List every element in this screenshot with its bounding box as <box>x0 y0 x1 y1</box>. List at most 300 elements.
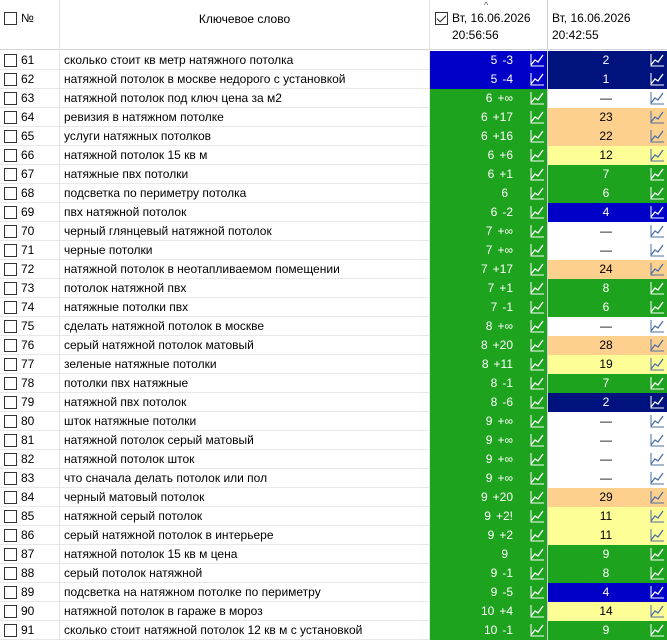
position-cell-date2 <box>548 70 667 89</box>
position-cell-date1 <box>430 241 548 260</box>
table-row[interactable] <box>0 450 667 469</box>
position-cell-date1 <box>430 355 548 374</box>
table-row[interactable] <box>0 51 667 70</box>
position-date1 <box>488 148 513 162</box>
position-date2-value: — <box>600 433 612 447</box>
position-cell-date2 <box>548 621 667 640</box>
chart-icon[interactable] <box>650 357 665 371</box>
position-date1 <box>486 433 513 447</box>
chart-icon[interactable] <box>530 547 545 561</box>
chart-icon[interactable] <box>530 262 545 276</box>
chart-icon[interactable] <box>530 376 545 390</box>
position-cell-date2 <box>548 241 667 260</box>
position-date2-value: 2 <box>602 395 610 409</box>
row-number: 75 <box>21 319 35 333</box>
header-date1-time: 20:56:56 <box>452 28 499 42</box>
position-date1 <box>501 547 513 561</box>
keyword-cell: зеленые натяжные потолки <box>60 355 430 374</box>
table-row[interactable] <box>0 374 667 393</box>
keyword-cell: натяжной пвх потолок <box>60 393 430 412</box>
chart-icon[interactable] <box>530 243 545 257</box>
row-checkbox[interactable] <box>4 111 17 124</box>
row-number: 77 <box>21 357 35 371</box>
row-checkbox[interactable] <box>4 73 17 86</box>
position-cell-date1 <box>430 412 548 431</box>
row-checkbox[interactable] <box>4 225 17 238</box>
position-cell-date1 <box>430 621 548 640</box>
table-row[interactable] <box>0 279 667 298</box>
row-checkbox[interactable] <box>4 168 17 181</box>
table-row[interactable] <box>0 146 667 165</box>
date1-checkbox[interactable] <box>435 12 448 25</box>
chart-icon[interactable] <box>650 300 665 314</box>
table-row[interactable] <box>0 564 667 583</box>
position-cell-date2 <box>548 127 667 146</box>
chart-icon[interactable] <box>650 509 665 523</box>
position-cell-date1 <box>430 469 548 488</box>
position-cell-date2 <box>548 108 667 127</box>
header-keyword-label: Ключевое слово <box>198 12 291 26</box>
table-row[interactable] <box>0 203 667 222</box>
row-num-cell <box>0 298 60 317</box>
row-number: 79 <box>21 395 35 409</box>
chart-icon[interactable] <box>650 262 665 276</box>
position-date2-value: — <box>600 471 612 485</box>
chart-icon[interactable] <box>530 433 545 447</box>
keyword-cell: черный глянцевый натяжной потолок <box>60 222 430 241</box>
row-number: 86 <box>21 528 35 542</box>
keyword-cell: натяжные потолки пвх <box>60 298 430 317</box>
keyword-cell: услуги натяжных потолков <box>60 127 430 146</box>
table-row[interactable] <box>0 412 667 431</box>
position-cell-date2 <box>548 355 667 374</box>
row-checkbox[interactable] <box>4 434 17 447</box>
position-date1-value: 8 <box>485 319 493 333</box>
position-date1 <box>481 262 513 276</box>
row-checkbox[interactable] <box>4 567 17 580</box>
position-date1-value: 6 <box>485 91 493 105</box>
chart-icon[interactable] <box>650 205 665 219</box>
position-date2-value: 9 <box>602 547 610 561</box>
position-date2-value: — <box>600 452 612 466</box>
chart-icon[interactable] <box>650 452 665 466</box>
row-checkbox[interactable] <box>4 605 17 618</box>
chart-icon[interactable] <box>530 604 545 618</box>
keyword-cell: сколько стоит натяжной потолок 12 кв м с установкой <box>60 621 430 640</box>
chart-icon[interactable] <box>530 300 545 314</box>
row-checkbox[interactable] <box>4 377 17 390</box>
row-num-cell <box>0 89 60 108</box>
keyword-cell: серый натяжной потолок в интерьере <box>60 526 430 545</box>
position-date1-value: 10 <box>480 604 495 618</box>
position-cell-date2 <box>548 317 667 336</box>
chart-icon[interactable] <box>530 357 545 371</box>
position-change: +∞ <box>497 452 513 466</box>
position-date1 <box>486 91 513 105</box>
chart-icon[interactable] <box>650 319 665 333</box>
row-num-cell <box>0 260 60 279</box>
table-row[interactable] <box>0 108 667 127</box>
position-date1-value: 8 <box>481 357 489 371</box>
table-row[interactable] <box>0 165 667 184</box>
keyword-cell: шток натяжные потолки <box>60 412 430 431</box>
position-cell-date1 <box>430 222 548 241</box>
position-change: +∞ <box>497 471 513 485</box>
header-date2-date: Вт, 16.06.2026 <box>552 11 631 25</box>
position-date1 <box>481 110 513 124</box>
position-date1 <box>491 53 513 67</box>
table-row[interactable] <box>0 431 667 450</box>
position-cell-date1 <box>430 602 548 621</box>
position-cell-date1 <box>430 70 548 89</box>
row-checkbox[interactable] <box>4 130 17 143</box>
chart-icon[interactable] <box>650 91 665 105</box>
row-num-cell <box>0 469 60 488</box>
position-change: +1 <box>499 167 513 181</box>
chart-icon[interactable] <box>650 376 665 390</box>
position-cell-date1 <box>430 165 548 184</box>
row-num-cell <box>0 51 60 70</box>
position-cell-date1 <box>430 564 548 583</box>
chart-icon[interactable] <box>650 167 665 181</box>
row-num-cell <box>0 184 60 203</box>
position-cell-date2 <box>548 260 667 279</box>
row-checkbox[interactable] <box>4 548 17 561</box>
chart-icon[interactable] <box>650 338 665 352</box>
table-row[interactable] <box>0 488 667 507</box>
position-cell-date2 <box>548 412 667 431</box>
table-row[interactable] <box>0 393 667 412</box>
position-cell-date2 <box>548 469 667 488</box>
row-number: 62 <box>21 72 35 86</box>
chart-icon[interactable] <box>650 129 665 143</box>
position-cell-date2 <box>548 146 667 165</box>
grid-rows <box>0 51 667 640</box>
keyword-cell: что сначала делать потолок или пол <box>60 469 430 488</box>
chart-icon[interactable] <box>650 110 665 124</box>
chart-icon[interactable] <box>530 110 545 124</box>
position-date1 <box>484 509 513 523</box>
row-checkbox[interactable] <box>4 339 17 352</box>
table-row[interactable] <box>0 184 667 203</box>
chart-icon[interactable] <box>650 395 665 409</box>
chart-icon[interactable] <box>650 490 665 504</box>
table-row[interactable] <box>0 127 667 146</box>
position-date1 <box>491 300 513 314</box>
header-num-cell[interactable] <box>0 0 60 50</box>
row-num-cell <box>0 393 60 412</box>
position-change: +2 <box>499 528 513 542</box>
keyword-cell: натяжной потолок 15 кв м цена <box>60 545 430 564</box>
position-date2-value: 12 <box>599 148 613 162</box>
table-row[interactable] <box>0 222 667 241</box>
position-cell-date2 <box>548 222 667 241</box>
position-cell-date1 <box>430 507 548 526</box>
row-num-cell <box>0 488 60 507</box>
select-all-checkbox[interactable] <box>4 12 17 25</box>
chart-icon[interactable] <box>650 623 665 637</box>
position-date1 <box>491 566 513 580</box>
row-number: 74 <box>21 300 35 314</box>
position-date1 <box>481 129 513 143</box>
chart-icon[interactable] <box>650 224 665 238</box>
table-row[interactable] <box>0 583 667 602</box>
position-change: -1 <box>502 566 513 580</box>
header-date2-cell[interactable] <box>548 0 667 50</box>
table-row[interactable] <box>0 621 667 640</box>
table-row[interactable] <box>0 469 667 488</box>
chart-icon[interactable] <box>650 471 665 485</box>
keyword-cell: потолок натяжной пвх <box>60 279 430 298</box>
keyword-cell: серый натяжной потолок матовый <box>60 336 430 355</box>
header-date1-cell[interactable] <box>430 0 548 50</box>
position-date2-value: 11 <box>599 528 613 542</box>
position-change: +∞ <box>497 91 513 105</box>
row-checkbox[interactable] <box>4 510 17 523</box>
position-change: +1 <box>499 281 513 295</box>
chart-icon[interactable] <box>530 186 545 200</box>
position-date1-value: 8 <box>490 395 498 409</box>
position-date1 <box>486 319 513 333</box>
chart-icon[interactable] <box>530 338 545 352</box>
row-number: 78 <box>21 376 35 390</box>
row-checkbox[interactable] <box>4 396 17 409</box>
chart-icon[interactable] <box>530 129 545 143</box>
position-date1-value: 7 <box>485 243 493 257</box>
position-cell-date2 <box>548 583 667 602</box>
row-checkbox[interactable] <box>4 206 17 219</box>
row-checkbox[interactable] <box>4 453 17 466</box>
chart-icon[interactable] <box>530 414 545 428</box>
position-change: -1 <box>502 623 513 637</box>
row-checkbox[interactable] <box>4 320 17 333</box>
chart-icon[interactable] <box>530 72 545 86</box>
keyword-cell: черные потолки <box>60 241 430 260</box>
position-cell-date1 <box>430 127 548 146</box>
row-checkbox[interactable] <box>4 263 17 276</box>
row-checkbox[interactable] <box>4 187 17 200</box>
chart-icon[interactable] <box>530 205 545 219</box>
chart-icon[interactable] <box>530 471 545 485</box>
row-number: 87 <box>21 547 35 561</box>
position-change: -2 <box>502 205 513 219</box>
table-row[interactable] <box>0 298 667 317</box>
chart-icon[interactable] <box>650 414 665 428</box>
position-cell-date2 <box>548 450 667 469</box>
position-date2-value: 6 <box>602 300 610 314</box>
chart-icon[interactable] <box>530 167 545 181</box>
chart-icon[interactable] <box>530 623 545 637</box>
chart-icon[interactable] <box>530 490 545 504</box>
chart-icon[interactable] <box>530 281 545 295</box>
table-row[interactable] <box>0 507 667 526</box>
row-number: 84 <box>21 490 35 504</box>
row-checkbox[interactable] <box>4 92 17 105</box>
position-cell-date1 <box>430 431 548 450</box>
row-checkbox[interactable] <box>4 472 17 485</box>
chart-icon[interactable] <box>530 319 545 333</box>
chart-icon[interactable] <box>530 528 545 542</box>
position-cell-date1 <box>430 184 548 203</box>
row-number: 66 <box>21 148 35 162</box>
position-date1-value: 9 <box>487 528 495 542</box>
position-date2-value: 24 <box>599 262 613 276</box>
row-num-cell <box>0 108 60 127</box>
position-date1 <box>488 281 513 295</box>
keyword-cell: сколько стоит кв метр натяжного потолка <box>60 51 430 70</box>
position-date1 <box>486 414 513 428</box>
row-checkbox[interactable] <box>4 54 17 67</box>
position-date2-value: 1 <box>602 72 610 86</box>
chart-icon[interactable] <box>650 72 665 86</box>
chart-icon[interactable] <box>530 509 545 523</box>
position-cell-date1 <box>430 298 548 317</box>
position-change: -1 <box>502 300 513 314</box>
grid-header <box>0 0 667 50</box>
keyword-cell: пвх натяжной потолок <box>60 203 430 222</box>
position-date2-value: 4 <box>602 585 610 599</box>
table-row[interactable] <box>0 545 667 564</box>
chart-icon[interactable] <box>650 547 665 561</box>
row-number: 69 <box>21 205 35 219</box>
row-num-cell <box>0 545 60 564</box>
position-date1-value: 10 <box>483 623 498 637</box>
row-num-cell <box>0 450 60 469</box>
header-keyword-cell[interactable] <box>60 0 430 50</box>
chart-icon[interactable] <box>530 566 545 580</box>
sort-ascending-icon: ^ <box>484 0 489 10</box>
chart-icon[interactable] <box>650 148 665 162</box>
header-date1-date: Вт, 16.06.2026 <box>452 11 531 25</box>
position-cell-date2 <box>548 393 667 412</box>
row-num-cell <box>0 222 60 241</box>
row-num-cell <box>0 621 60 640</box>
keyword-cell: натяжной потолок в неотапливаемом помещении <box>60 260 430 279</box>
position-change: +4 <box>499 604 513 618</box>
position-date2-value: 7 <box>602 167 610 181</box>
keyword-cell: натяжной потолок серый матовый <box>60 431 430 450</box>
position-cell-date1 <box>430 279 548 298</box>
position-date1 <box>481 604 513 618</box>
keyword-cell: черный матовый потолок <box>60 488 430 507</box>
position-cell-date2 <box>548 526 667 545</box>
row-checkbox[interactable] <box>4 491 17 504</box>
row-number: 71 <box>21 243 35 257</box>
row-checkbox[interactable] <box>4 586 17 599</box>
keyword-cell: сделать натяжной потолок в москве <box>60 317 430 336</box>
position-date1-value: 9 <box>485 471 493 485</box>
chart-icon[interactable] <box>650 433 665 447</box>
chart-icon[interactable] <box>530 53 545 67</box>
chart-icon[interactable] <box>650 281 665 295</box>
position-change: +6 <box>499 148 513 162</box>
row-checkbox[interactable] <box>4 282 17 295</box>
position-date1 <box>481 338 513 352</box>
chart-icon[interactable] <box>530 452 545 466</box>
position-date1-value: 6 <box>480 110 488 124</box>
row-checkbox[interactable] <box>4 624 17 637</box>
position-date1-value: 7 <box>490 300 498 314</box>
row-checkbox[interactable] <box>4 244 17 257</box>
position-date1-value: 9 <box>484 509 491 523</box>
position-date1-value: 6 <box>490 205 498 219</box>
table-row[interactable] <box>0 89 667 108</box>
row-num-cell <box>0 431 60 450</box>
position-change: +∞ <box>497 319 513 333</box>
position-cell-date1 <box>430 317 548 336</box>
chart-icon[interactable] <box>530 91 545 105</box>
row-num-cell <box>0 165 60 184</box>
row-number: 90 <box>21 604 35 618</box>
row-number: 72 <box>21 262 35 276</box>
row-num-cell <box>0 412 60 431</box>
chart-icon[interactable] <box>650 566 665 580</box>
row-checkbox[interactable] <box>4 529 17 542</box>
chart-icon[interactable] <box>650 528 665 542</box>
chart-icon[interactable] <box>650 243 665 257</box>
row-checkbox[interactable] <box>4 301 17 314</box>
position-date2-value: 23 <box>599 110 613 124</box>
table-row[interactable] <box>0 602 667 621</box>
row-num-cell <box>0 203 60 222</box>
position-date1-value: 9 <box>480 490 488 504</box>
row-checkbox[interactable] <box>4 415 17 428</box>
table-row[interactable] <box>0 241 667 260</box>
row-checkbox[interactable] <box>4 358 17 371</box>
table-row[interactable] <box>0 70 667 89</box>
table-row[interactable] <box>0 260 667 279</box>
position-date1-value: 9 <box>490 566 498 580</box>
position-date2-value: 9 <box>602 623 610 637</box>
position-date2-value: — <box>600 243 612 257</box>
header-num-label: № <box>21 11 34 25</box>
position-date1-value: 9 <box>490 585 498 599</box>
position-date1 <box>491 395 513 409</box>
row-checkbox[interactable] <box>4 149 17 162</box>
chart-icon[interactable] <box>530 148 545 162</box>
position-cell-date2 <box>548 165 667 184</box>
position-change: -6 <box>502 395 513 409</box>
position-cell-date2 <box>548 564 667 583</box>
chart-icon[interactable] <box>530 395 545 409</box>
position-date2-value: 8 <box>602 281 610 295</box>
table-row[interactable] <box>0 317 667 336</box>
position-cell-date2 <box>548 203 667 222</box>
keyword-cell: натяжной потолок 15 кв м <box>60 146 430 165</box>
row-num-cell <box>0 374 60 393</box>
chart-icon[interactable] <box>650 604 665 618</box>
position-date1-value: 8 <box>490 376 498 390</box>
row-number: 76 <box>21 338 35 352</box>
chart-icon[interactable] <box>530 224 545 238</box>
chart-icon[interactable] <box>650 585 665 599</box>
position-cell-date1 <box>430 450 548 469</box>
chart-icon[interactable] <box>650 186 665 200</box>
table-row[interactable] <box>0 336 667 355</box>
position-cell-date1 <box>430 583 548 602</box>
table-row[interactable] <box>0 526 667 545</box>
row-number: 67 <box>21 167 35 181</box>
row-num-cell <box>0 241 60 260</box>
position-change: +∞ <box>497 414 513 428</box>
chart-icon[interactable] <box>650 53 665 67</box>
position-date1-value: 6 <box>480 129 488 143</box>
position-change: +11 <box>493 357 513 371</box>
row-num-cell <box>0 355 60 374</box>
chart-icon[interactable] <box>530 585 545 599</box>
table-row[interactable] <box>0 355 667 374</box>
row-num-cell <box>0 279 60 298</box>
